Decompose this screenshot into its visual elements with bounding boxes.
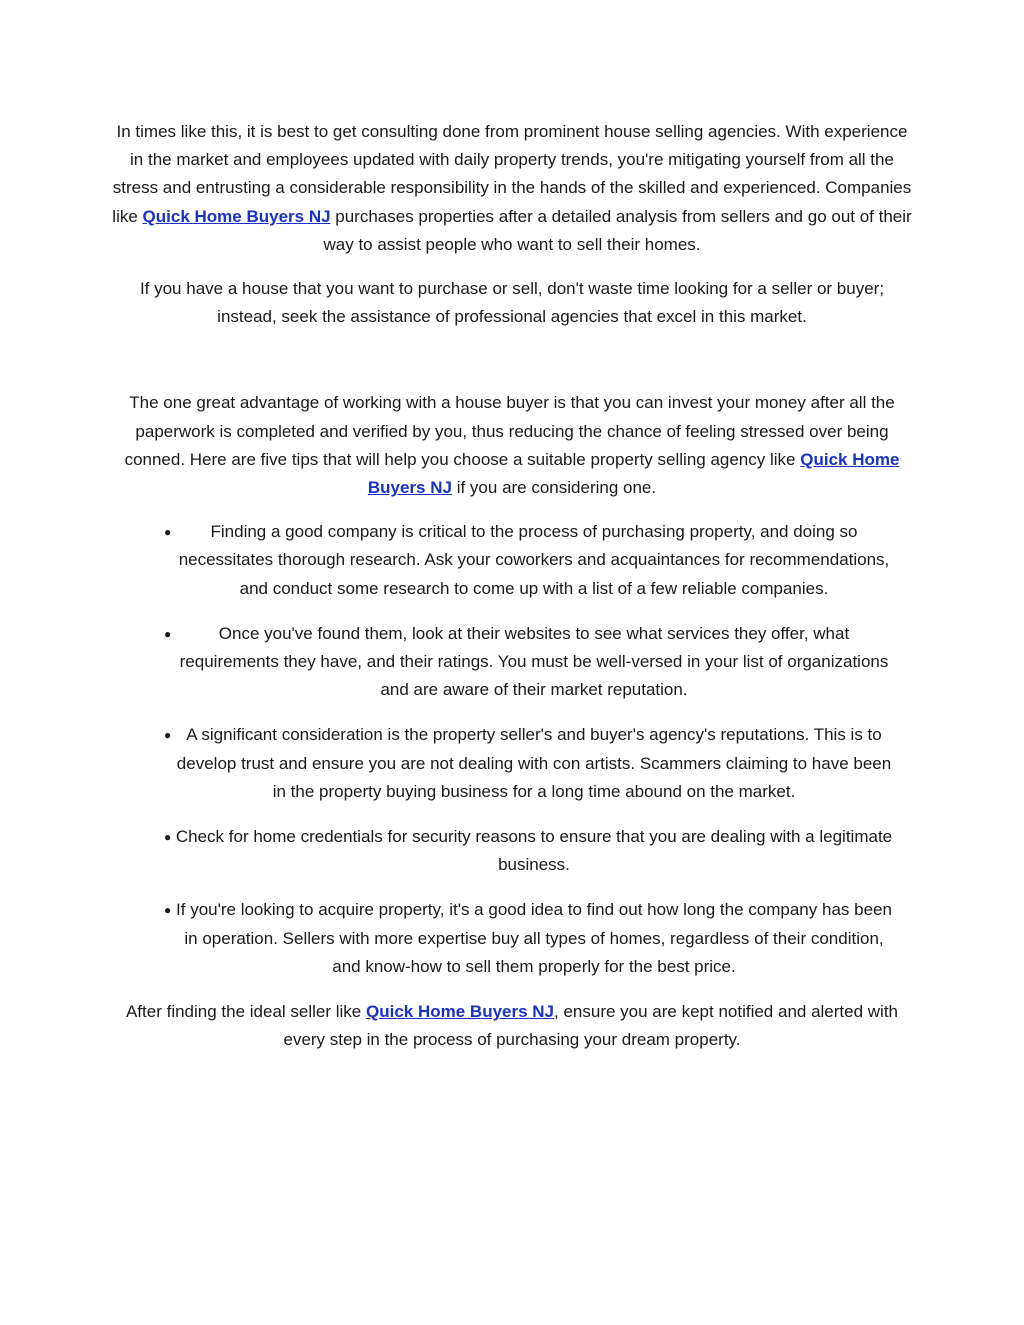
closing-text-after: , ensure you are kept notified and alerted with every step in the process of purchasing your dream property. [283,1002,899,1050]
bullet-icon: ● [164,728,172,743]
closing-text-before: After finding the ideal seller like [125,1002,366,1022]
list-item [112,620,912,705]
quick-home-buyers-link[interactable]: Quick Home Buyers NJ [367,449,900,498]
bullet-icon: ● [164,525,172,540]
advantage-text-before: The one great advantage of working with a house buyer is that you can invest your money after all the paperwork is completed and verified by you, thus reducing the chance of feeling stressed over being conned. Here are five tips that will help you choose a suitable property selling agency like [124,393,895,469]
intro-paragraph [112,118,912,259]
closing-paragraph [112,998,912,1054]
intro-text-before: In times like this, it is best to get consulting done from prominent house selling agencies. With experience in the market and employees updated with daily property trends, you're mitigating yourself from all the stress and entrusting a considerable responsibility in the hands of the skilled and experienced. Companies like [112,122,912,226]
list-item [112,518,912,603]
advice-text: If you have a house that you want to purchase or sell, don't waste time looking for a seller or buyer; instead, seek the assistance of professional agencies that excel in this market. [139,279,885,327]
advice-paragraph [112,275,912,331]
tip-text: Check for home credentials for security reasons to ensure that you are dealing with a legitimate business. [175,827,893,875]
list-item [112,721,912,806]
quick-home-buyers-link[interactable]: Quick Home Buyers NJ [366,1002,555,1022]
quick-home-buyers-link[interactable]: Quick Home Buyers NJ [142,206,331,226]
tip-text: If you're looking to acquire property, it's a good idea to find out how long the company has been in operation. Sellers with more expertise buy all types of homes, regardless of their condition, and know-how to sell them properly for the best price. [176,900,892,976]
bullet-icon: ● [164,830,172,845]
intro-text-after: purchases properties after a detailed analysis from sellers and go out of their way to assist people who want to sell their homes. [323,206,912,254]
tip-text: Once you've found them, look at their websites to see what services they offer, what requirements they have, and their ratings. You must be well-versed in your list of organizations and are aware of their market reputation. [179,623,889,700]
list-item [112,896,912,981]
tips-list [112,518,912,981]
document-page [112,118,912,1070]
advantage-paragraph [112,389,912,502]
list-item [112,823,912,879]
tip-text: A significant consideration is the property seller's and buyer's agency's reputations. This is to develop trust and ensure you are not dealing with con artists. Scammers claiming to have been in the property buying business for a long time abound on the market. [176,725,892,801]
advantage-text-after: if you are considering one. [451,478,657,498]
tip-text: Finding a good company is critical to the process of purchasing property, and doing so necessitates thorough research. Ask your coworkers and acquaintances for recommendations, and conduct some research to come up with a list of a few reliable companies. [178,522,890,598]
bullet-icon: ● [164,626,172,641]
bullet-icon: ● [164,903,172,918]
